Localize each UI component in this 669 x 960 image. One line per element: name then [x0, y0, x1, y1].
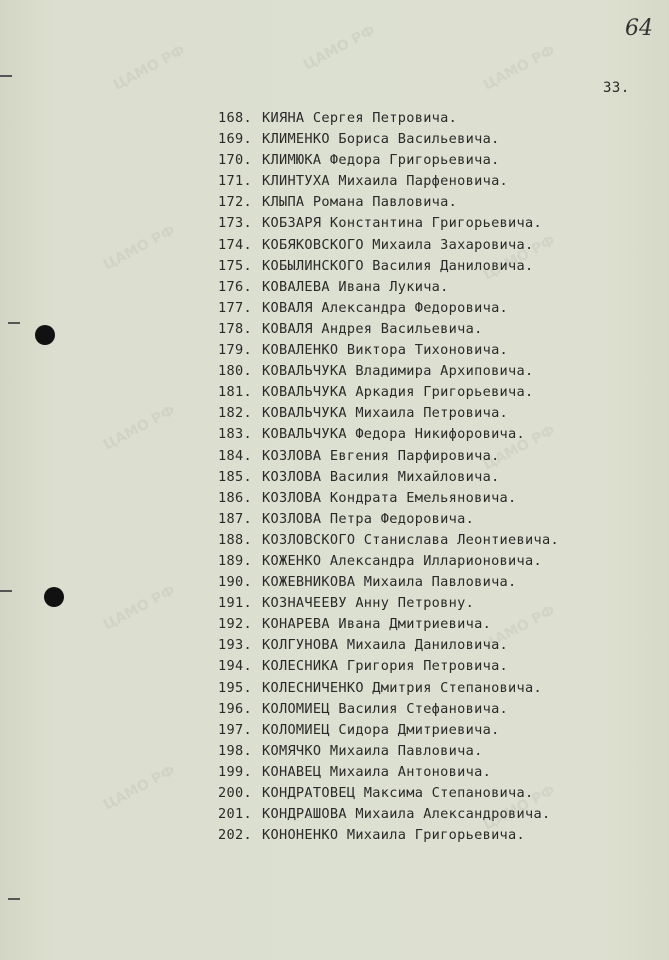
handwritten-sheet-number: 64: [625, 16, 653, 41]
list-item: [218, 678, 559, 699]
list-item: [218, 129, 559, 150]
entry-text: КОВАЛЬЧУКА Михаила Петровича.: [262, 405, 509, 422]
entry-text: КОЗЛОВА Кондрата Емельяновича.: [262, 489, 517, 506]
watermark: ЦАМО РФ: [100, 762, 178, 814]
entry-number: 175.: [218, 257, 252, 274]
entry-text: КОЗНАЧЕЕВУ Анну Петровну.: [262, 595, 475, 612]
list-item: [218, 382, 559, 403]
list-item: [218, 467, 559, 488]
list-item: [218, 171, 559, 192]
entry-text: КОЛЕСНИЧЕНКО Дмитрия Степановича.: [262, 679, 542, 696]
entry-number: 180.: [218, 363, 252, 380]
margin-mark: [0, 75, 12, 77]
entry-number: 174.: [218, 236, 252, 253]
entry-number: 186.: [218, 489, 252, 506]
list-item: [218, 340, 559, 361]
entry-number: 178.: [218, 320, 252, 337]
entry-text: КОБЗАРЯ Константина Григорьевича.: [262, 215, 542, 232]
entry-number: 181.: [218, 384, 252, 401]
entry-text: КОНОНЕНКО Михаила Григорьевича.: [262, 827, 526, 844]
list-item: [218, 319, 559, 340]
entry-text: КЛИМЕНКО Бориса Васильевича.: [262, 131, 500, 148]
entry-number: 198.: [218, 742, 252, 759]
watermark: ЦАМО РФ: [100, 222, 178, 274]
list-item: [218, 699, 559, 720]
entry-number: 185.: [218, 468, 252, 485]
list-item: [218, 509, 559, 530]
entry-number: 197.: [218, 721, 252, 738]
entry-number: 182.: [218, 405, 252, 422]
list-item: [218, 720, 559, 741]
list-item: [218, 361, 559, 382]
name-list: [218, 108, 559, 846]
list-item: [218, 572, 559, 593]
margin-mark: [8, 898, 20, 900]
entry-text: КЛИНТУХА Михаила Парфеновича.: [262, 173, 509, 190]
watermark: ЦАМО РФ: [480, 602, 558, 654]
entry-number: 195.: [218, 679, 252, 696]
entry-text: КОЛГУНОВА Михаила Даниловича.: [262, 637, 509, 654]
entry-text: КОВАЛЕНКО Виктора Тихоновича.: [262, 342, 509, 359]
list-item: [218, 656, 559, 677]
entry-number: 187.: [218, 510, 252, 527]
entry-text: КОЗЛОВА Василия Михайловича.: [262, 468, 500, 485]
entry-number: 202.: [218, 827, 252, 844]
entry-number: 200.: [218, 785, 252, 801]
margin-mark: [0, 590, 12, 592]
entry-number: 201.: [218, 806, 252, 823]
list-item: [218, 741, 559, 762]
list-item: [218, 762, 559, 783]
entry-number: 192.: [218, 616, 252, 633]
watermark: ЦАМО РФ: [480, 42, 558, 94]
list-item: [218, 446, 559, 467]
watermark: ЦАМО РФ: [100, 402, 178, 454]
entry-number: 190.: [218, 574, 252, 591]
entry-number: 184.: [218, 447, 252, 464]
list-item: [218, 235, 559, 256]
entry-text: КОЗЛОВСКОГО Станислава Леонтиевича.: [262, 531, 559, 548]
punch-hole: [35, 325, 55, 345]
list-item: [218, 424, 559, 445]
watermark: ЦАМО РФ: [480, 782, 558, 834]
entry-number: 193.: [218, 637, 252, 654]
list-item: [218, 488, 559, 509]
list-item: [218, 213, 559, 234]
watermark: ЦАМО РФ: [480, 422, 558, 474]
entry-number: 179.: [218, 342, 252, 359]
entry-text: КОВАЛЯ Александра Федоровича.: [262, 299, 509, 316]
watermark: ЦАМО РФ: [300, 22, 378, 74]
list-item: [218, 783, 559, 804]
watermark: ЦАМО РФ: [480, 232, 558, 284]
entry-text: КОМЯЧКО Михаила Павловича.: [262, 742, 483, 759]
entry-number: 172.: [218, 194, 252, 211]
list-item: [218, 825, 559, 846]
entry-text: КОНАВЕЦ Михаила Антоновича.: [262, 763, 492, 780]
entry-text: КЛЫПА Романа Павловича.: [262, 194, 458, 211]
entry-text: КОЛОМИЕЦ Василия Стефановича.: [262, 700, 509, 717]
entry-number: 177.: [218, 299, 252, 316]
entry-number: 176.: [218, 278, 252, 295]
entry-text: КОЗЛОВА Евгения Парфировича.: [262, 447, 500, 464]
entry-number: 173.: [218, 215, 252, 232]
entry-number: 188.: [218, 531, 252, 548]
entry-number: 191.: [218, 595, 252, 612]
entry-text: КЛИМЮКА Федора Григорьевича.: [262, 152, 500, 169]
entry-text: КОНДРАШОВА Михаила Александровича.: [262, 806, 551, 823]
list-item: [218, 403, 559, 424]
list-item: [218, 108, 559, 129]
list-item: [218, 192, 559, 213]
entry-number: 170.: [218, 152, 252, 169]
entry-number: 196.: [218, 700, 252, 717]
entry-text: КОНАРЕВА Ивана Дмитриевича.: [262, 616, 492, 633]
list-item: [218, 551, 559, 572]
entry-number: 183.: [218, 426, 252, 443]
entry-number: 169.: [218, 131, 252, 148]
list-item: [218, 593, 559, 614]
list-item: [218, 614, 559, 635]
entry-number: 189.: [218, 552, 252, 569]
entry-text: КОЖЕВНИКОВА Михаила Павловича.: [262, 574, 517, 591]
entry-text: КОЛОМИЕЦ Сидора Дмитриевича.: [262, 721, 500, 738]
entry-text: КОЖЕНКО Александра Илларионовича.: [262, 552, 542, 569]
list-item: [218, 256, 559, 277]
list-item: [218, 150, 559, 171]
punch-hole: [44, 587, 64, 607]
list-item: [218, 298, 559, 319]
entry-text: КОВАЛЕВА Ивана Лукича.: [262, 278, 449, 295]
entry-text: КОБЯКОВСКОГО Михаила Захаровича.: [262, 236, 534, 253]
entry-number: 171.: [218, 173, 252, 190]
watermark: ЦАМО РФ: [100, 582, 178, 634]
entry-text: КОВАЛЬЧУКА Владимира Архиповича.: [262, 363, 534, 380]
entry-number: 194.: [218, 658, 252, 675]
list-item: [218, 804, 559, 825]
list-item: [218, 530, 559, 551]
entry-text: КОБЫЛИНСКОГО Василия Даниловича.: [262, 257, 534, 274]
entry-text: КОВАЛЯ Андрея Васильевича.: [262, 320, 483, 337]
page-number: 33.: [603, 80, 630, 96]
entry-number: 199.: [218, 763, 252, 780]
list-item: [218, 635, 559, 656]
watermark: ЦАМО РФ: [110, 42, 188, 94]
entry-text: КОВАЛЬЧУКА Федора Никифоровича.: [262, 426, 526, 443]
entry-text: КОВАЛЬЧУКА Аркадия Григорьевича.: [262, 384, 534, 401]
entry-text: КОЗЛОВА Петра Федоровича.: [262, 510, 475, 527]
entry-text: КОНДРАТОВЕЦ Максима Степановича.: [262, 785, 534, 801]
entry-text: КОЛЕСНИКА Григория Петровича.: [262, 658, 509, 675]
entry-text: КИЯНА Сергея Петровича.: [262, 110, 458, 126]
margin-mark: [8, 322, 20, 324]
list-item: [218, 277, 559, 298]
entry-number: 168.: [218, 110, 252, 126]
